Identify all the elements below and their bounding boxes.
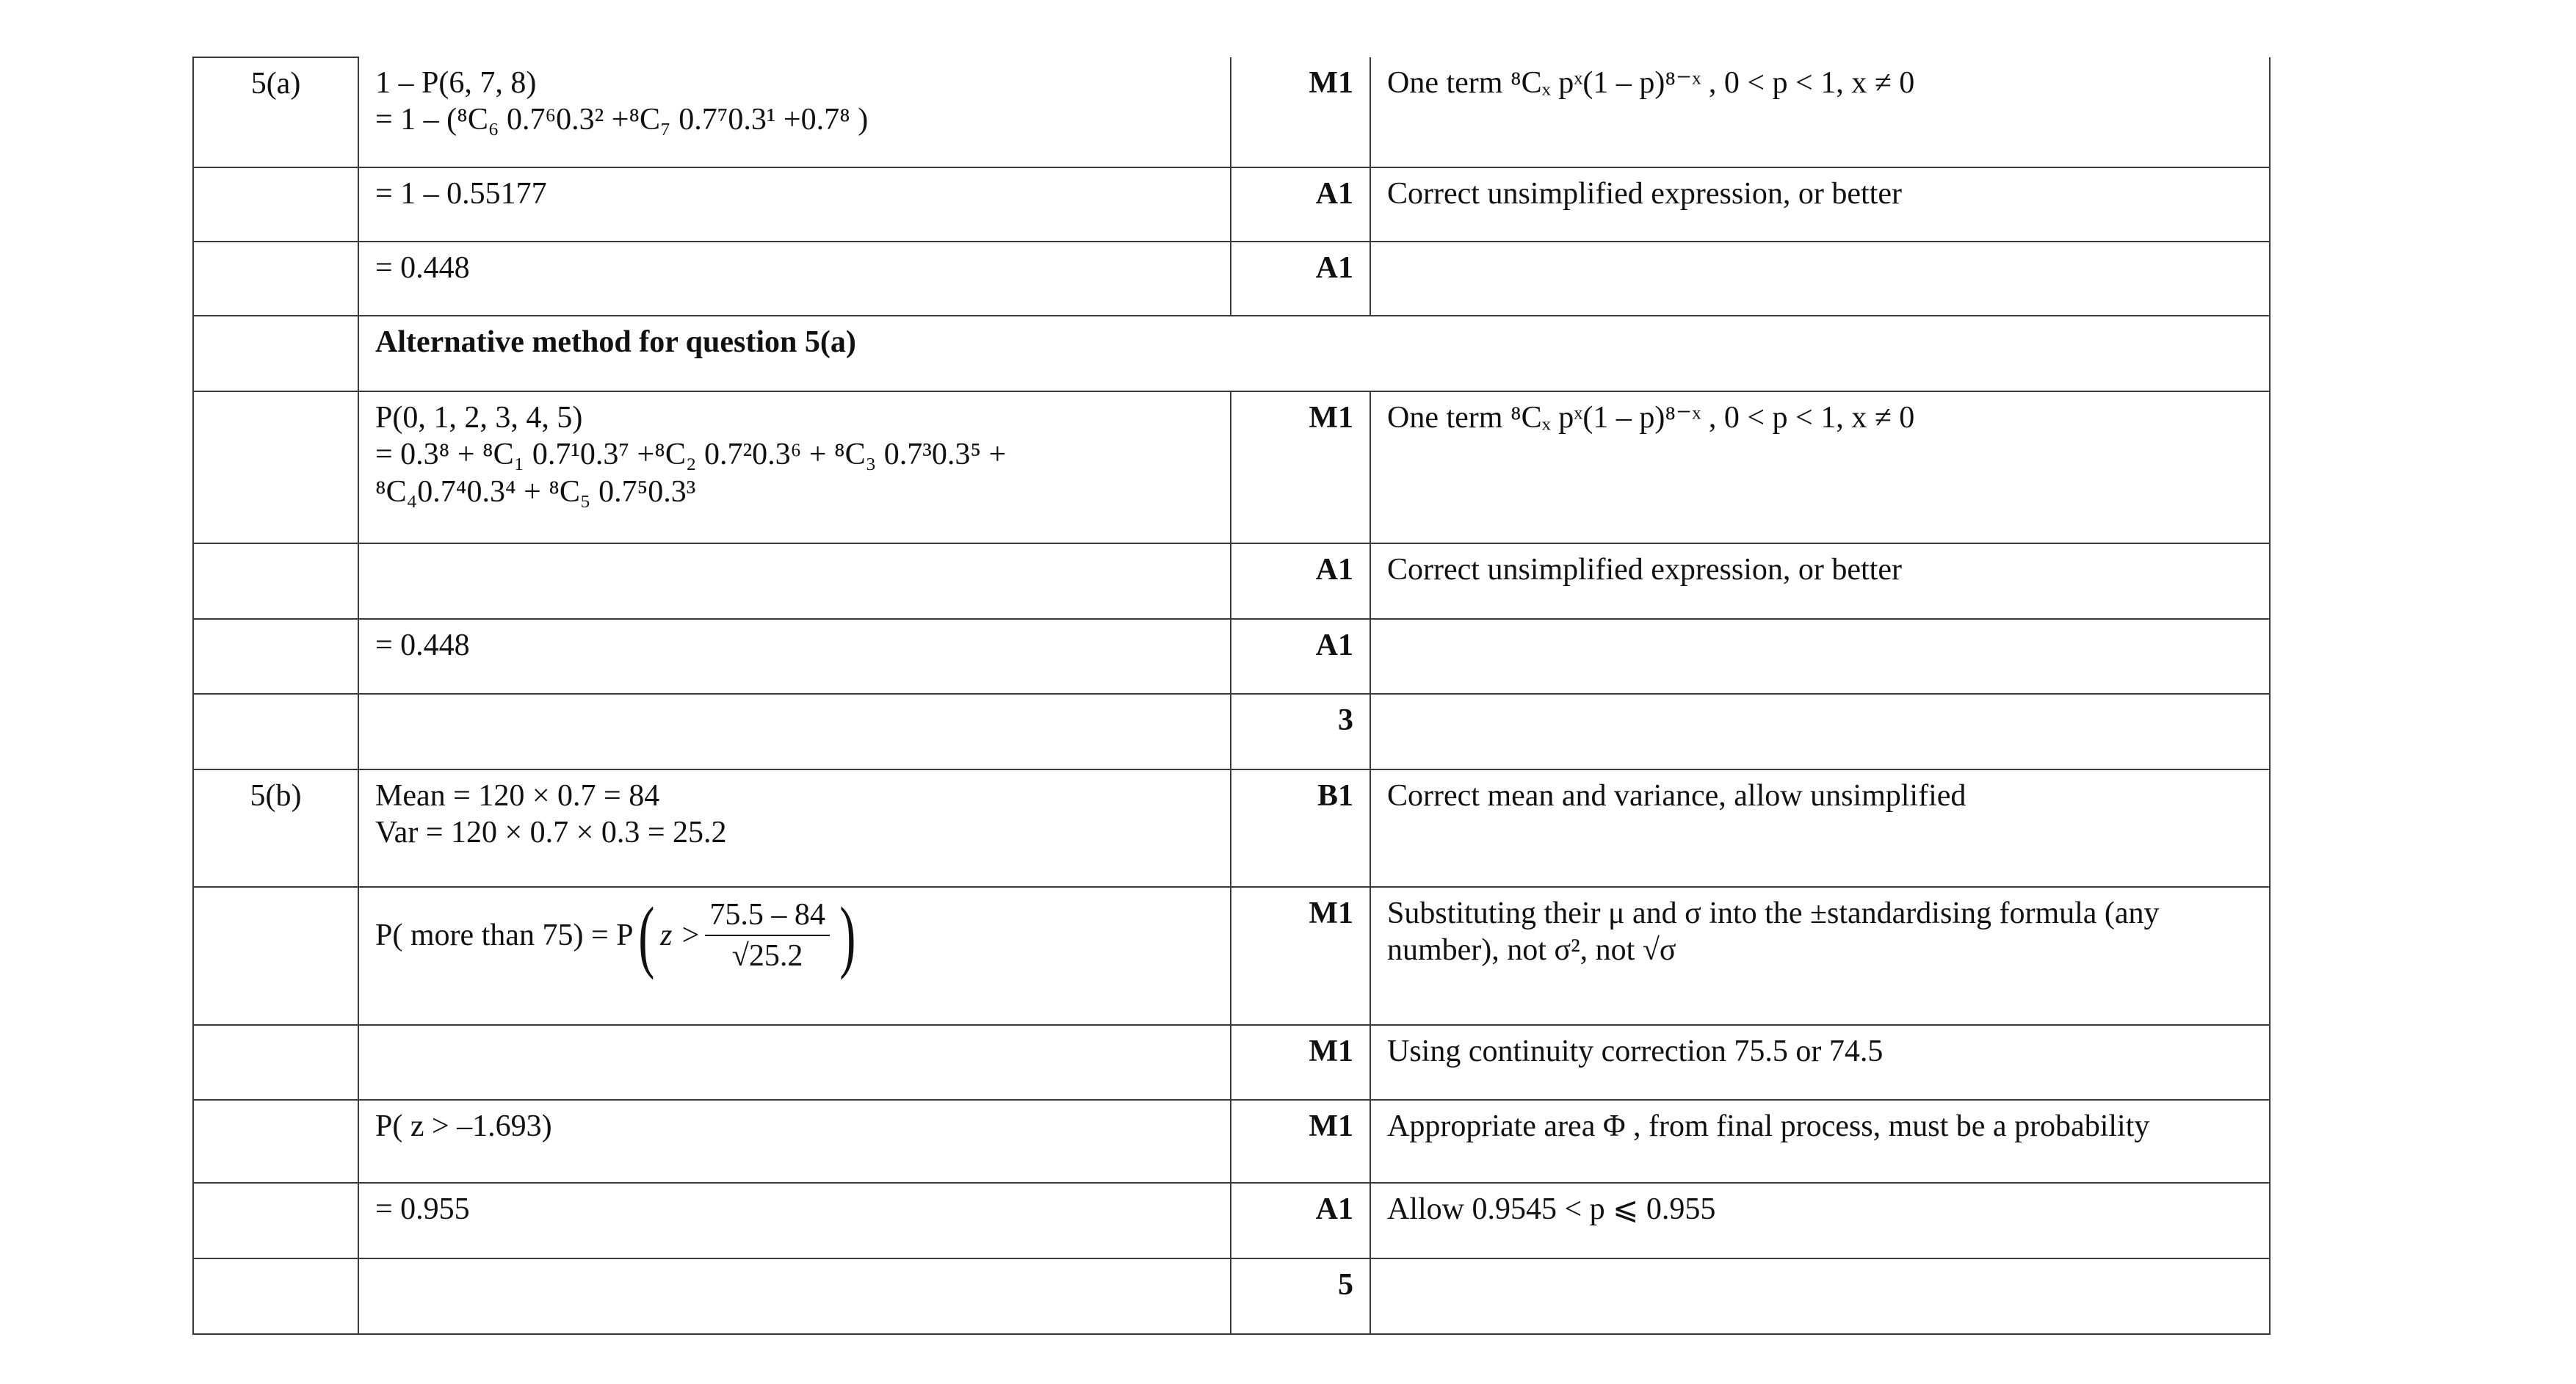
question-number [193,167,358,242]
table-row [193,887,2270,1025]
answer-line: = 0.955 [375,1192,470,1226]
table-row [193,316,2270,391]
guidance-cell: Correct unsimplified expression, or better [1370,167,2270,242]
question-number [193,694,358,769]
answer-cell [358,1258,1231,1334]
table-row [193,543,2270,619]
table-row [193,1025,2270,1100]
open-paren: ( [638,891,655,980]
mark-cell: M1 [1231,1025,1370,1100]
standardising-expression [375,891,861,980]
close-paren: ) [839,891,856,980]
guidance-cell: One term ⁸Cₓ pˣ(1 – p)⁸⁻ˣ , 0 < p < 1, x ≠ 0 [1370,391,2270,543]
question-number [193,316,358,391]
total-mark-cell: 3 [1231,694,1370,769]
mark-cell: M1 [1231,1100,1370,1183]
answer-line: Mean = 120 × 0.7 = 84 [375,779,660,813]
answer-cell [358,1183,1231,1258]
guidance-line: number), not σ², not √σ [1387,933,1676,968]
table-row [193,1258,2270,1334]
mark-cell: A1 [1231,242,1370,316]
mark-cell: A1 [1231,1183,1370,1258]
question-number [193,543,358,619]
table-row [193,694,2270,769]
question-number [193,619,358,694]
guidance-cell: Correct unsimplified expression, or better [1370,543,2270,619]
total-mark-cell: 5 [1231,1258,1370,1334]
answer-cell [358,242,1231,316]
fraction [705,896,830,975]
guidance-cell: Correct mean and variance, allow unsimplified [1370,769,2270,887]
answer-line: = 0.3⁸ + ⁸C₁ 0.7¹0.3⁷ +⁸C₂ 0.7²0.3⁶ + ⁸C₃ 0.7³0.3⁵ + [375,438,1007,472]
question-number: 5(a) [193,57,358,167]
question-number [193,1183,358,1258]
guidance-line: Substituting their μ and σ into the ±standardising formula (any [1387,896,2160,930]
answer-line: = 1 – 0.55177 [375,177,547,211]
answer-line: 1 – P(6, 7, 8) [375,66,537,100]
question-number [193,887,358,1025]
answer-cell [358,769,1231,887]
table-row [193,1100,2270,1183]
guidance-cell: One term ⁸Cₓ pˣ(1 – p)⁸⁻ˣ , 0 < p < 1, x ≠ 0 [1370,57,2270,167]
mark-cell: A1 [1231,543,1370,619]
question-number [193,1025,358,1100]
answer-cell [358,1100,1231,1183]
mark-cell: B1 [1231,769,1370,887]
guidance-cell: Appropriate area Φ , from final process, must be a probability [1370,1100,2270,1183]
table-row [193,167,2270,242]
alternative-method-heading: Alternative method for question 5(a) [358,316,2270,391]
question-number [193,242,358,316]
answer-line: = 0.448 [375,251,470,285]
mark-scheme-table [192,57,2271,1335]
table-row [193,57,2270,167]
answer-cell [358,694,1231,769]
z-variable: z > [660,918,701,952]
mark-cell: A1 [1231,619,1370,694]
question-number [193,1258,358,1334]
mark-cell: A1 [1231,167,1370,242]
answer-cell [358,57,1231,167]
table-row [193,242,2270,316]
answer-line: P(0, 1, 2, 3, 4, 5) [375,401,583,435]
answer-cell [358,1025,1231,1100]
mark-scheme-sheet [192,57,2269,1334]
answer-line: P( z > –1.693) [375,1109,552,1143]
answer-line: = 1 – (⁸C₆ 0.7⁶0.3² +⁸C₇ 0.7⁷0.3¹ +0.7⁸ ) [375,103,869,137]
guidance-cell [1370,619,2270,694]
question-number: 5(b) [193,769,358,887]
answer-cell [358,619,1231,694]
guidance-cell [1370,242,2270,316]
mark-cell: M1 [1231,57,1370,167]
table-row [193,619,2270,694]
question-number [193,391,358,543]
mark-cell: M1 [1231,391,1370,543]
answer-line: ⁸C₄0.7⁴0.3⁴ + ⁸C₅ 0.7⁵0.3³ [375,474,696,509]
guidance-cell: Allow 0.9545 < p ⩽ 0.955 [1370,1183,2270,1258]
table-row [193,769,2270,887]
answer-cell [358,391,1231,543]
fraction-numerator: 75.5 – 84 [705,896,830,936]
answer-line: = 0.448 [375,628,470,662]
answer-line: Var = 120 × 0.7 × 0.3 = 25.2 [375,816,727,850]
answer-cell [358,887,1231,1025]
table-row [193,1183,2270,1258]
answer-cell [358,167,1231,242]
answer-cell [358,543,1231,619]
guidance-cell: Using continuity correction 75.5 or 74.5 [1370,1025,2270,1100]
guidance-cell [1370,887,2270,1025]
question-number [193,1100,358,1183]
guidance-cell [1370,694,2270,769]
table-row [193,391,2270,543]
guidance-cell [1370,1258,2270,1334]
mark-cell: M1 [1231,887,1370,1025]
fraction-denominator: √25.2 [731,939,803,973]
answer-prefix: P( more than 75) = P [375,918,634,952]
